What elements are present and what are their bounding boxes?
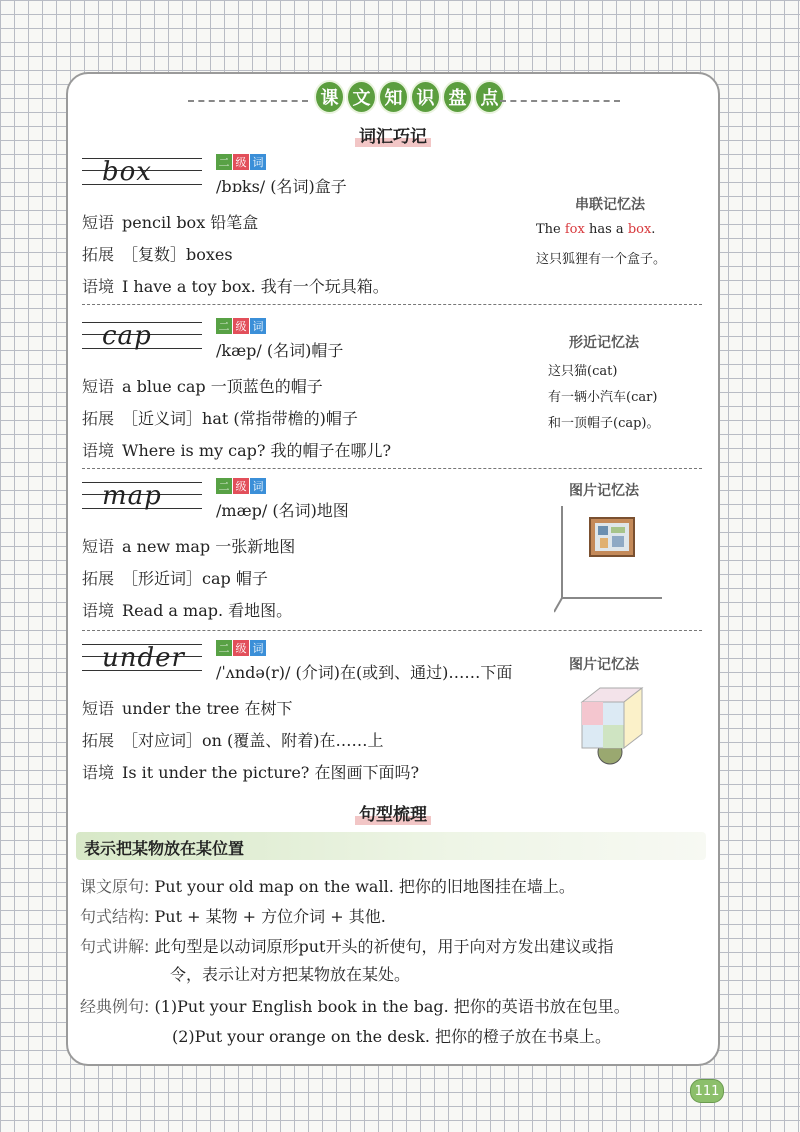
- title-badges: [314, 80, 505, 114]
- page-number: 111: [690, 1079, 724, 1103]
- pattern-structure: 句式结构: Put + 某物 + 方位介词 + 其他.: [80, 907, 386, 926]
- phrase-row: 短语 under the tree 在树下: [82, 699, 293, 718]
- title-left-line: [188, 100, 308, 102]
- vocab-section-title: 词汇巧记: [68, 122, 718, 147]
- map-on-wall-illustration: [554, 506, 664, 616]
- headword: map: [102, 481, 162, 511]
- phonetic: /ˈʌndə(r)/ (介词)在(或到、通过)……下面: [216, 663, 513, 682]
- headword: box: [102, 157, 152, 187]
- level-tag: 二 级 词: [216, 318, 267, 334]
- sentence-section-title: 句型梳理: [68, 800, 718, 825]
- memory-text: 有一辆小汽车(car): [548, 390, 658, 405]
- title-char: 识: [410, 80, 441, 114]
- memory-method-title: 串联记忆法: [575, 197, 645, 213]
- memory-text: The fox has a box.: [536, 222, 656, 237]
- memory-method-title: 图片记忆法: [569, 657, 639, 673]
- divider: [82, 304, 702, 305]
- title-char: 文: [346, 80, 377, 114]
- title-char: 课: [314, 80, 345, 114]
- headword-lines: [82, 478, 202, 514]
- extend-row: 拓展 ［对应词］on (覆盖、附着)在……上: [82, 731, 384, 750]
- memory-text: 和一顶帽子(cap)。: [548, 416, 660, 431]
- phrase-row: 短语 a new map 一张新地图: [82, 537, 296, 556]
- extend-row: 拓展 ［复数］boxes: [82, 245, 233, 264]
- headword-lines: [82, 640, 202, 676]
- pattern-explain: 句式讲解: 此句型是以动词原形put开头的祈使句，用于向对方发出建议或指: [80, 937, 614, 956]
- phonetic: /bɒks/ (名词)盒子: [216, 177, 347, 196]
- pattern-example: 经典例句: (1)Put your English book in the bag. 把你的英语书放在包里。: [80, 997, 630, 1016]
- pattern-heading: 表示把某物放在某位置: [76, 832, 706, 860]
- memory-text: 这只猫(cat): [548, 364, 618, 379]
- phrase-row: 短语 a blue cap 一顶蓝色的帽子: [82, 377, 323, 396]
- level-tag: 二 级 词: [216, 478, 267, 494]
- title-char: 盘: [442, 80, 473, 114]
- extend-row: 拓展 ［形近词］cap 帽子: [82, 569, 268, 588]
- memory-method-title: 形近记忆法: [569, 335, 639, 351]
- headword: cap: [102, 321, 152, 351]
- level-tag: 二 级 词: [216, 154, 267, 170]
- phonetic: /mæp/ (名词)地图: [216, 501, 349, 520]
- context-row: 语境 I have a toy box. 我有一个玩具箱。: [82, 277, 389, 296]
- ball-under-box-illustration: [574, 684, 650, 770]
- divider: [82, 630, 702, 631]
- headword: under: [102, 643, 185, 673]
- level-tag: 二 级 词: [216, 640, 267, 656]
- phrase-row: 短语 pencil box 铅笔盒: [82, 213, 259, 232]
- context-row: 语境 Read a map. 看地图。: [82, 601, 293, 620]
- extend-row: 拓展 ［近义词］hat (常指带檐的)帽子: [82, 409, 358, 428]
- title-right-line: [500, 100, 620, 102]
- title-char: 点: [474, 80, 505, 114]
- memory-method-title: 图片记忆法: [569, 483, 639, 499]
- headword-lines: [82, 154, 202, 190]
- content-card: [66, 72, 720, 1066]
- title-banner: [68, 80, 718, 120]
- headword-lines: [82, 318, 202, 354]
- title-char: 知: [378, 80, 409, 114]
- divider: [82, 468, 702, 469]
- pattern-original: 课文原句: Put your old map on the wall. 把你的旧地图挂在墙上。: [80, 877, 575, 896]
- context-row: 语境 Is it under the picture? 在图画下面吗?: [82, 763, 420, 782]
- pattern-explain-cont: 令，表示让对方把某物放在某处。: [170, 965, 411, 984]
- phonetic: /kæp/ (名词)帽子: [216, 341, 344, 360]
- context-row: 语境 Where is my cap? 我的帽子在哪儿?: [82, 441, 392, 460]
- pattern-example-2: (2)Put your orange on the desk. 把你的橙子放在书桌上。: [172, 1027, 611, 1046]
- memory-text: 这只狐狸有一个盒子。: [536, 252, 667, 267]
